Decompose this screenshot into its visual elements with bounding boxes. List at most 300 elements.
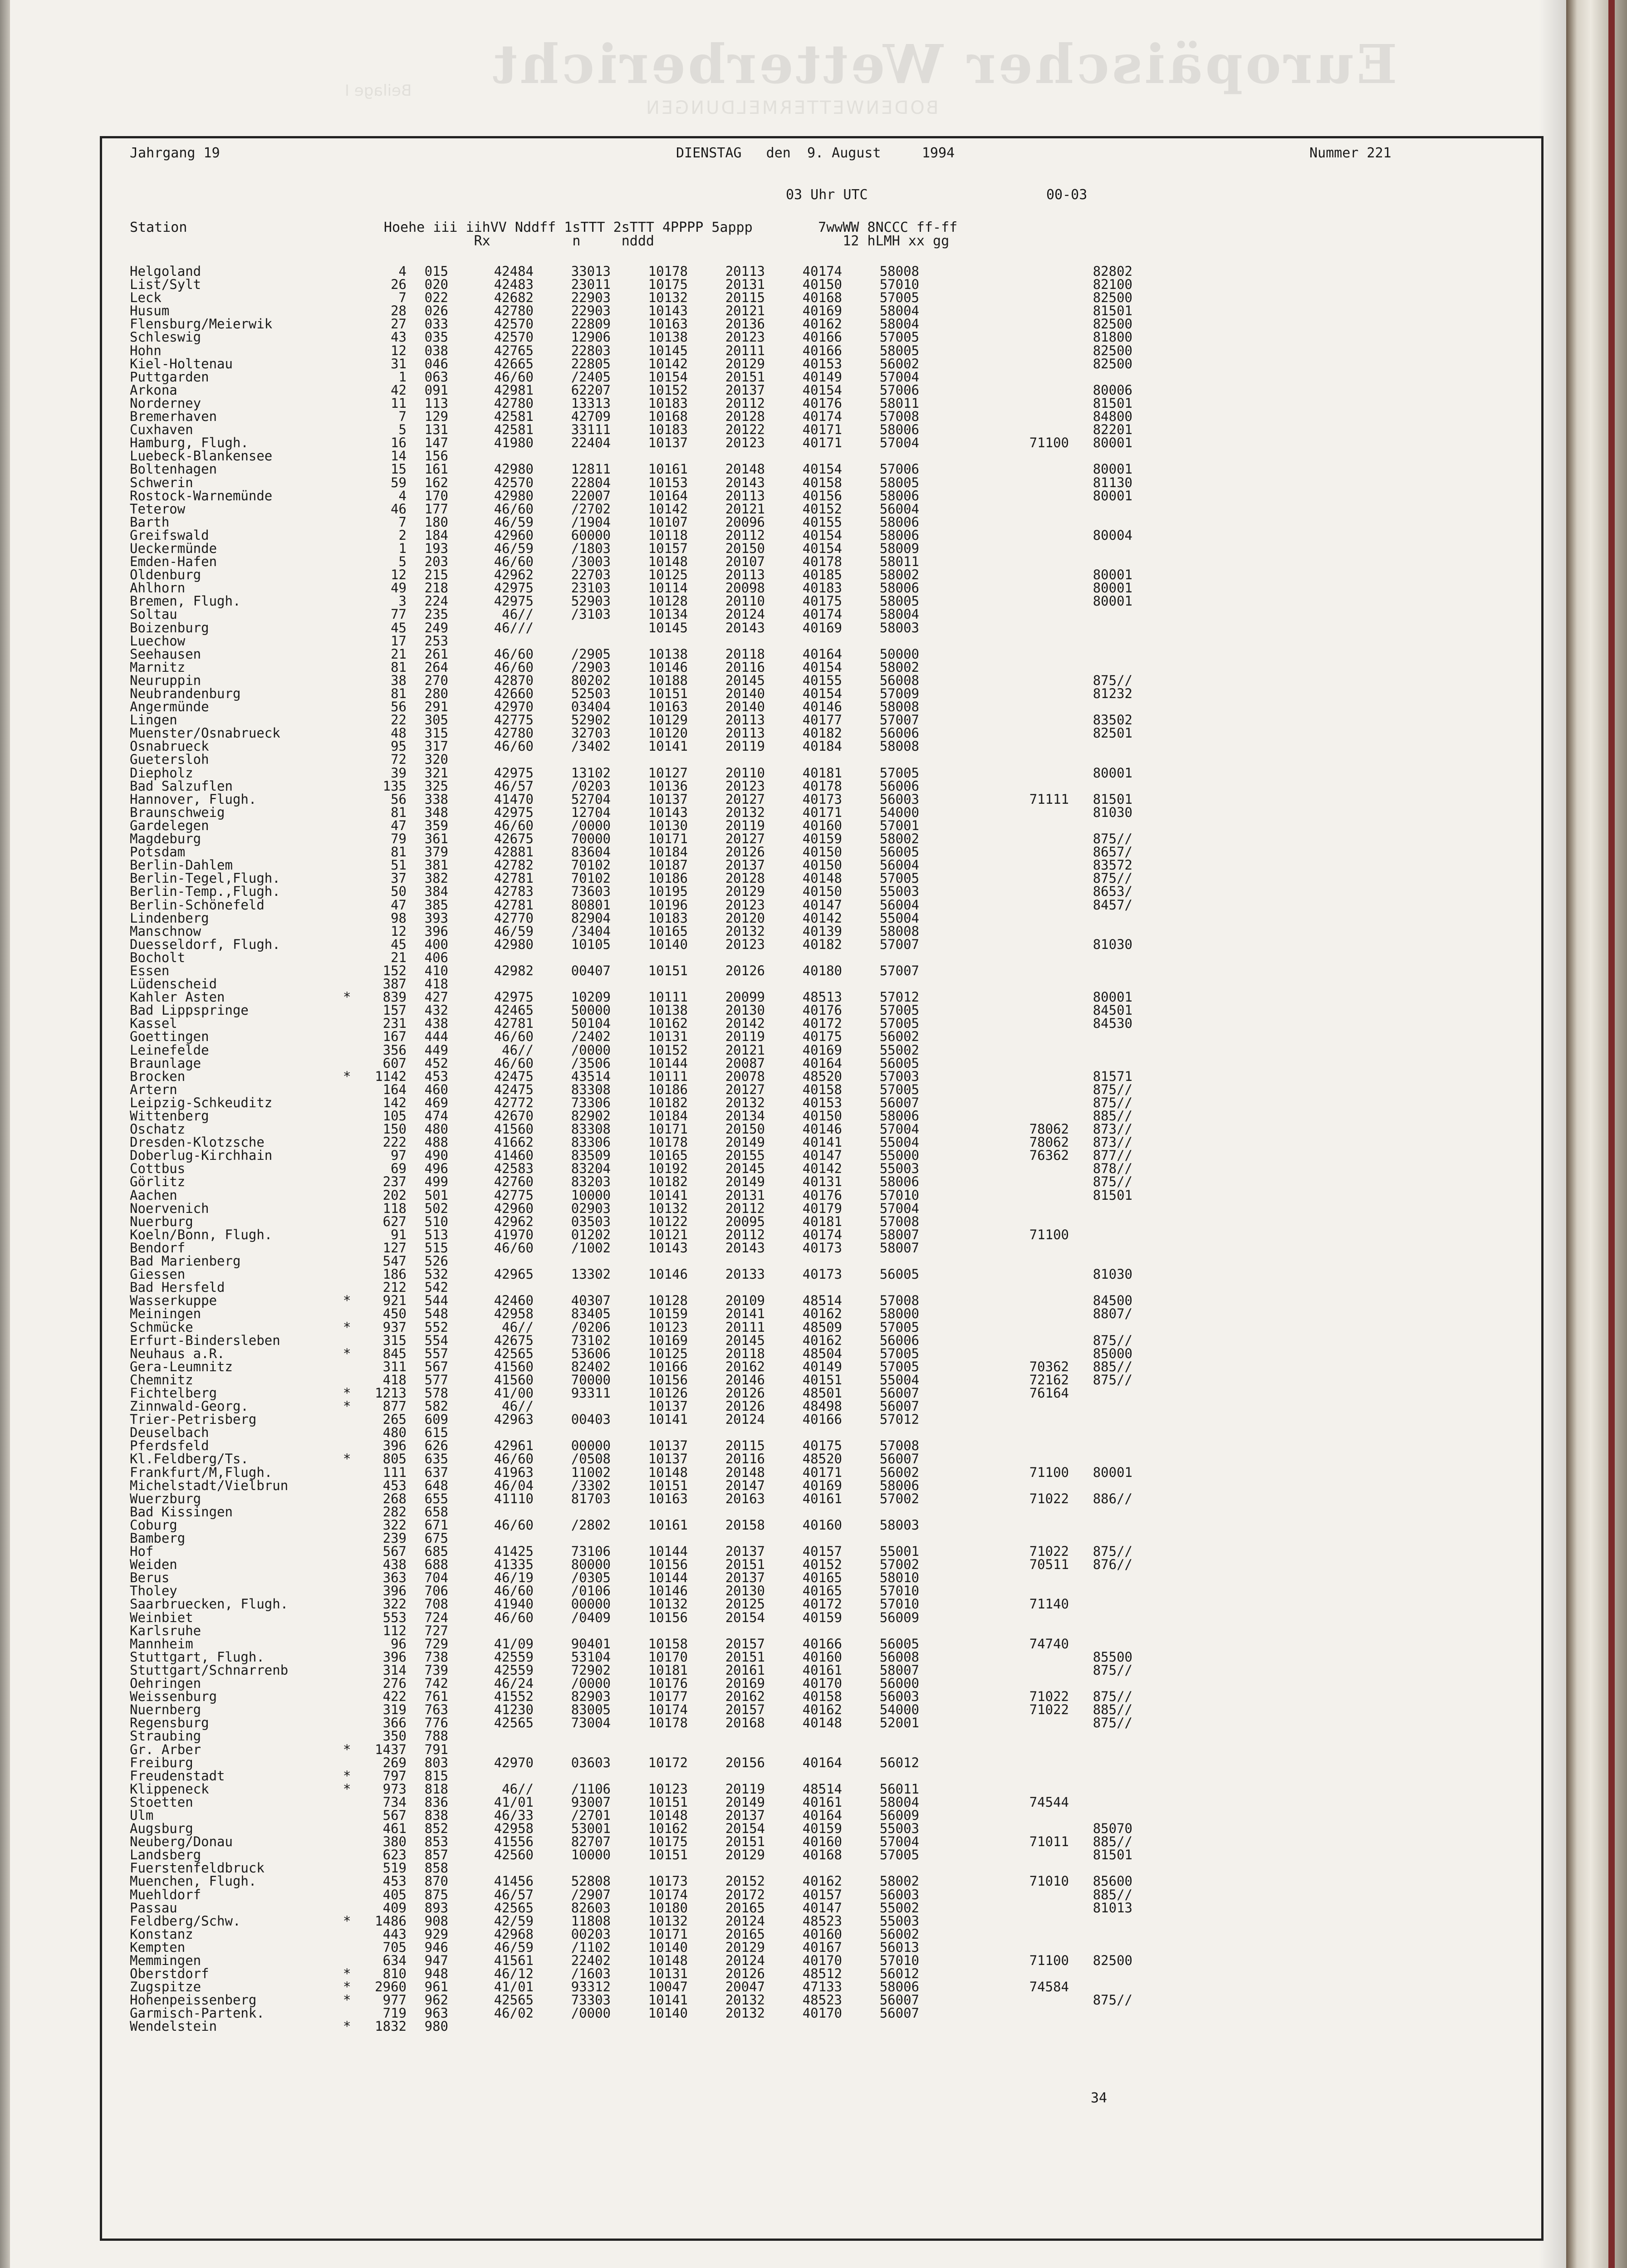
group-iihvv: 42675 bbox=[494, 831, 534, 847]
station-name: Berlin-Tegel,Flugh. bbox=[130, 870, 280, 886]
station-name: Stoetten bbox=[130, 1794, 193, 1810]
group-nddff: 81703 bbox=[571, 1491, 611, 1506]
group-5appp: 54000 bbox=[879, 1702, 919, 1718]
group-2sttt: 20112 bbox=[725, 395, 765, 411]
station-id: 063 bbox=[424, 369, 448, 385]
group-4pppp: 40149 bbox=[802, 369, 842, 385]
group-8nccc: 82201 bbox=[1093, 422, 1132, 438]
group-2sttt: 20155 bbox=[725, 1148, 765, 1163]
station-name: Kahler Asten bbox=[130, 989, 225, 1005]
table-row bbox=[130, 1848, 1132, 1862]
group-nddff: 00407 bbox=[571, 963, 611, 978]
group-2sttt: 20111 bbox=[725, 1319, 765, 1335]
table-row bbox=[130, 1426, 1132, 1439]
group-1sttt: 10141 bbox=[648, 1992, 688, 2008]
station-name: Zugspitze bbox=[130, 1979, 201, 1995]
station-height: 409 bbox=[382, 1900, 407, 1916]
station-name: Marnitz bbox=[130, 659, 186, 675]
group-7wwww: 74740 bbox=[1029, 1636, 1069, 1652]
station-id: 635 bbox=[424, 1451, 448, 1467]
station-height: 21 bbox=[391, 949, 407, 965]
group-4pppp: 40154 bbox=[802, 659, 842, 675]
station-id: 193 bbox=[424, 540, 448, 556]
group-4pppp: 40165 bbox=[802, 1570, 842, 1586]
station-id: 305 bbox=[424, 712, 448, 728]
station-height: 547 bbox=[382, 1253, 407, 1269]
group-2sttt: 20113 bbox=[725, 725, 765, 741]
table-row bbox=[130, 1466, 1132, 1479]
station-name: Bad Hersfeld bbox=[130, 1280, 225, 1295]
station-id: 359 bbox=[424, 817, 448, 833]
group-1sttt: 10183 bbox=[648, 422, 688, 438]
station-id: 131 bbox=[424, 422, 448, 438]
station-name: Feldberg/Schw. bbox=[130, 1913, 241, 1929]
scan-edge bbox=[0, 0, 10, 2268]
station-height: 79 bbox=[391, 831, 407, 847]
station-id: 532 bbox=[424, 1266, 448, 1282]
station-name: Brocken bbox=[130, 1068, 186, 1084]
group-iihvv: 42660 bbox=[494, 686, 534, 701]
table-row bbox=[130, 1228, 1132, 1242]
station-height: 450 bbox=[382, 1306, 407, 1322]
group-5appp: 55002 bbox=[879, 1042, 919, 1058]
group-iihvv: 41/09 bbox=[494, 1636, 534, 1652]
station-height: 22 bbox=[391, 712, 407, 728]
group-4pppp: 40173 bbox=[802, 791, 842, 807]
station-id: 742 bbox=[424, 1676, 448, 1691]
table-row bbox=[130, 555, 1132, 568]
station-id: 738 bbox=[424, 1649, 448, 1665]
station-id: 203 bbox=[424, 554, 448, 570]
group-iihvv: 46/60 bbox=[494, 1451, 534, 1467]
station-id: 947 bbox=[424, 1953, 448, 1968]
table-row bbox=[130, 1307, 1132, 1320]
group-1sttt: 10151 bbox=[648, 1847, 688, 1863]
group-8nccc: 80001 bbox=[1093, 567, 1132, 583]
station-height: 461 bbox=[382, 1821, 407, 1837]
table-row bbox=[130, 1136, 1132, 1149]
table-row bbox=[130, 595, 1132, 608]
group-8nccc: 83502 bbox=[1093, 712, 1132, 728]
group-nddff: 33013 bbox=[571, 264, 611, 279]
station-id: 815 bbox=[424, 1768, 448, 1784]
table-row bbox=[130, 1809, 1132, 1822]
group-iihvv: 41940 bbox=[494, 1596, 534, 1612]
station-name: Nuernberg bbox=[130, 1702, 201, 1718]
group-4pppp: 40141 bbox=[802, 1134, 842, 1150]
group-4pppp: 40156 bbox=[802, 488, 842, 503]
group-1sttt: 10118 bbox=[648, 527, 688, 543]
group-nddff: 83509 bbox=[571, 1148, 611, 1163]
station-name: Konstanz bbox=[130, 1926, 193, 1942]
group-4pppp: 40160 bbox=[802, 1834, 842, 1850]
group-5appp: 58011 bbox=[879, 554, 919, 570]
station-id: 675 bbox=[424, 1530, 448, 1546]
station-height: 311 bbox=[382, 1359, 407, 1374]
group-2sttt: 20107 bbox=[725, 554, 765, 570]
group-2sttt: 20131 bbox=[725, 277, 765, 293]
station-id: 338 bbox=[424, 791, 448, 807]
group-nddff: 22402 bbox=[571, 1953, 611, 1968]
station-id: 427 bbox=[424, 989, 448, 1005]
group-8nccc: 81501 bbox=[1093, 1187, 1132, 1203]
station-height: 396 bbox=[382, 1438, 407, 1454]
group-1sttt: 10143 bbox=[648, 804, 688, 820]
group-5appp: 58006 bbox=[879, 514, 919, 530]
station-height: 135 bbox=[382, 778, 407, 794]
station-name: Angermünde bbox=[130, 699, 209, 715]
group-4pppp: 40142 bbox=[802, 1161, 842, 1177]
group-2sttt: 20113 bbox=[725, 712, 765, 728]
table-row bbox=[130, 1268, 1132, 1281]
station-name: Giessen bbox=[130, 1266, 186, 1282]
group-4pppp: 40150 bbox=[802, 277, 842, 293]
table-row bbox=[130, 819, 1132, 832]
group-1sttt: 10122 bbox=[648, 1213, 688, 1229]
group-nddff: /1106 bbox=[571, 1781, 611, 1797]
group-4pppp: 40142 bbox=[802, 910, 842, 926]
group-8nccc: 875// bbox=[1093, 1715, 1132, 1731]
group-1sttt: 10181 bbox=[648, 1662, 688, 1678]
group-8nccc: 82500 bbox=[1093, 316, 1132, 332]
group-nddff: 33111 bbox=[571, 422, 611, 438]
station-name: Ulm bbox=[130, 1807, 154, 1823]
mountain-marker: * bbox=[343, 1913, 351, 1929]
station-name: Potsdam bbox=[130, 844, 186, 860]
station-id: 444 bbox=[424, 1029, 448, 1045]
group-4pppp: 40139 bbox=[802, 923, 842, 939]
group-iihvv: 41/01 bbox=[494, 1979, 534, 1995]
group-1sttt: 10128 bbox=[648, 593, 688, 609]
group-1sttt: 10138 bbox=[648, 646, 688, 662]
group-1sttt: 10131 bbox=[648, 1966, 688, 1982]
group-5appp: 57002 bbox=[879, 1557, 919, 1573]
group-nddff: 82402 bbox=[571, 1359, 611, 1374]
station-height: 12 bbox=[391, 567, 407, 583]
station-id: 637 bbox=[424, 1464, 448, 1480]
group-1sttt: 10175 bbox=[648, 277, 688, 293]
table-row bbox=[130, 476, 1132, 489]
station-name: Bremen, Flugh. bbox=[130, 593, 241, 609]
station-height: 937 bbox=[382, 1319, 407, 1335]
station-name: Schmücke bbox=[130, 1319, 193, 1335]
group-iihvv: 46// bbox=[502, 606, 534, 622]
table-row bbox=[130, 1611, 1132, 1624]
station-id: 177 bbox=[424, 501, 448, 517]
group-nddff: 42709 bbox=[571, 409, 611, 425]
group-1sttt: 10107 bbox=[648, 514, 688, 530]
group-nddff: 62207 bbox=[571, 382, 611, 398]
group-8nccc: 81501 bbox=[1093, 395, 1132, 411]
group-nddff: 22804 bbox=[571, 474, 611, 490]
group-5appp: 57007 bbox=[879, 712, 919, 728]
group-4pppp: 48512 bbox=[802, 1966, 842, 1982]
station-height: 95 bbox=[391, 738, 407, 754]
column-header-line2: Rx n nddd 12 hLMH xx gg bbox=[130, 233, 950, 249]
group-8nccc: 80001 bbox=[1093, 580, 1132, 596]
station-height: 112 bbox=[382, 1623, 407, 1638]
table-row bbox=[130, 1862, 1132, 1875]
station-name: Kiel-Holtenau bbox=[130, 356, 233, 371]
table-row bbox=[130, 1492, 1132, 1505]
station-id: 836 bbox=[424, 1794, 448, 1810]
group-1sttt: 10159 bbox=[648, 1306, 688, 1322]
group-1sttt: 10126 bbox=[648, 1385, 688, 1401]
station-height: 150 bbox=[382, 1121, 407, 1137]
station-height: 797 bbox=[382, 1768, 407, 1784]
group-iihvv: 46// bbox=[502, 1042, 534, 1058]
group-iihvv: 41460 bbox=[494, 1148, 534, 1163]
table-row bbox=[130, 1162, 1132, 1175]
group-5appp: 56012 bbox=[879, 1966, 919, 1982]
group-8nccc: 875// bbox=[1093, 1095, 1132, 1110]
table-row bbox=[130, 1413, 1132, 1426]
station-height: 212 bbox=[382, 1280, 407, 1295]
table-row bbox=[130, 1703, 1132, 1716]
group-2sttt: 20124 bbox=[725, 606, 765, 622]
group-5appp: 56005 bbox=[879, 1055, 919, 1071]
group-5appp: 56005 bbox=[879, 844, 919, 860]
station-height: 418 bbox=[382, 1372, 407, 1388]
station-name: Artern bbox=[130, 1081, 177, 1097]
group-7wwww: 78062 bbox=[1029, 1121, 1069, 1137]
table-row bbox=[130, 1954, 1132, 1967]
group-8nccc: 80001 bbox=[1093, 1464, 1132, 1480]
date-line: DIENSTAG den 9. August 1994 bbox=[676, 145, 955, 161]
group-2sttt: 20152 bbox=[725, 1873, 765, 1889]
table-row bbox=[130, 1875, 1132, 1888]
group-8nccc: 876// bbox=[1093, 1557, 1132, 1573]
station-name: Saarbruecken, Flugh. bbox=[130, 1596, 289, 1612]
station-name: Trier-Petrisberg bbox=[130, 1412, 257, 1427]
group-5appp: 56009 bbox=[879, 1609, 919, 1625]
group-2sttt: 20150 bbox=[725, 540, 765, 556]
group-4pppp: 40182 bbox=[802, 936, 842, 952]
group-5appp: 57005 bbox=[879, 290, 919, 306]
station-id: 739 bbox=[424, 1662, 448, 1678]
station-name: Bamberg bbox=[130, 1530, 186, 1546]
group-2sttt: 20162 bbox=[725, 1689, 765, 1705]
group-nddff: 83203 bbox=[571, 1174, 611, 1190]
group-2sttt: 20157 bbox=[725, 1702, 765, 1718]
table-row bbox=[130, 1769, 1132, 1783]
table-row bbox=[130, 793, 1132, 806]
group-2sttt: 20111 bbox=[725, 342, 765, 358]
group-nddff: 53606 bbox=[571, 1345, 611, 1361]
group-2sttt: 20151 bbox=[725, 1649, 765, 1665]
group-2sttt: 20132 bbox=[725, 2005, 765, 2021]
mountain-marker: * bbox=[343, 1768, 351, 1784]
group-5appp: 55000 bbox=[879, 1148, 919, 1163]
group-8nccc: 875// bbox=[1093, 1992, 1132, 2008]
station-id: 381 bbox=[424, 857, 448, 873]
station-height: 59 bbox=[391, 474, 407, 490]
group-2sttt: 20133 bbox=[725, 1266, 765, 1282]
group-5appp: 56002 bbox=[879, 356, 919, 371]
group-2sttt: 20165 bbox=[725, 1926, 765, 1942]
station-height: 366 bbox=[382, 1715, 407, 1731]
group-1sttt: 10174 bbox=[648, 1887, 688, 1902]
group-4pppp: 40150 bbox=[802, 1108, 842, 1124]
group-5appp: 57008 bbox=[879, 1438, 919, 1454]
group-iihvv: 41230 bbox=[494, 1702, 534, 1718]
group-7wwww: 76362 bbox=[1029, 1148, 1069, 1163]
group-4pppp: 40164 bbox=[802, 646, 842, 662]
group-2sttt: 20123 bbox=[725, 435, 765, 451]
station-height: 142 bbox=[382, 1095, 407, 1110]
group-4pppp: 40164 bbox=[802, 1755, 842, 1770]
group-8nccc: 875// bbox=[1093, 831, 1132, 847]
station-name: Kempten bbox=[130, 1939, 186, 1955]
group-2sttt: 20123 bbox=[725, 329, 765, 345]
bleed-through-beilage: Beilage I bbox=[345, 82, 412, 100]
table-row bbox=[130, 925, 1132, 938]
station-name: Leipzig-Schkeuditz bbox=[130, 1095, 273, 1110]
group-8nccc: 875// bbox=[1093, 1174, 1132, 1190]
group-nddff: 72902 bbox=[571, 1662, 611, 1678]
group-1sttt: 10148 bbox=[648, 554, 688, 570]
group-1sttt: 10121 bbox=[648, 1227, 688, 1242]
group-5appp: 56009 bbox=[879, 1807, 919, 1823]
group-4pppp: 40162 bbox=[802, 1332, 842, 1348]
group-7wwww: 71140 bbox=[1029, 1596, 1069, 1612]
station-name: Freudenstadt bbox=[130, 1768, 225, 1784]
group-iihvv: 42670 bbox=[494, 1108, 534, 1124]
group-1sttt: 10161 bbox=[648, 461, 688, 477]
group-5appp: 56002 bbox=[879, 1464, 919, 1480]
station-id: 215 bbox=[424, 567, 448, 583]
station-name: Hohn bbox=[130, 342, 162, 358]
group-2sttt: 20129 bbox=[725, 1939, 765, 1955]
station-id: 671 bbox=[424, 1517, 448, 1533]
station-height: 2960 bbox=[375, 1979, 407, 1995]
group-2sttt: 20172 bbox=[725, 1887, 765, 1902]
group-1sttt: 10170 bbox=[648, 1649, 688, 1665]
group-2sttt: 20128 bbox=[725, 870, 765, 886]
station-name: Goettingen bbox=[130, 1029, 209, 1045]
station-height: 269 bbox=[382, 1755, 407, 1770]
group-iihvv: 42675 bbox=[494, 1332, 534, 1348]
station-name: Frankfurt/M,Flugh. bbox=[130, 1464, 273, 1480]
group-2sttt: 20130 bbox=[725, 1002, 765, 1018]
station-name: Freiburg bbox=[130, 1755, 193, 1770]
group-1sttt: 10138 bbox=[648, 329, 688, 345]
group-2sttt: 20140 bbox=[725, 686, 765, 701]
group-5appp: 56006 bbox=[879, 1332, 919, 1348]
group-iihvv: 46/60 bbox=[494, 738, 534, 754]
station-id: 264 bbox=[424, 659, 448, 675]
group-nddff: 93311 bbox=[571, 1385, 611, 1401]
group-iihvv: 46/60 bbox=[494, 1517, 534, 1533]
group-1sttt: 10128 bbox=[648, 1293, 688, 1309]
group-iihvv: 42780 bbox=[494, 303, 534, 319]
group-nddff: 22903 bbox=[571, 303, 611, 319]
table-row bbox=[130, 753, 1132, 766]
station-name: Chemnitz bbox=[130, 1372, 193, 1388]
group-1sttt: 10142 bbox=[648, 356, 688, 371]
group-4pppp: 40170 bbox=[802, 2005, 842, 2021]
station-height: 1213 bbox=[375, 1385, 407, 1401]
group-8nccc: 80004 bbox=[1093, 527, 1132, 543]
group-4pppp: 40162 bbox=[802, 1306, 842, 1322]
group-5appp: 50000 bbox=[879, 646, 919, 662]
group-iihvv: 46/60 bbox=[494, 817, 534, 833]
table-row bbox=[130, 423, 1132, 436]
station-id: 761 bbox=[424, 1689, 448, 1705]
group-4pppp: 40165 bbox=[802, 1583, 842, 1599]
station-name: Mannheim bbox=[130, 1636, 193, 1652]
station-id: 557 bbox=[424, 1345, 448, 1361]
station-height: 56 bbox=[391, 791, 407, 807]
group-1sttt: 10184 bbox=[648, 1108, 688, 1124]
group-5appp: 55002 bbox=[879, 1900, 919, 1916]
station-name: Boizenburg bbox=[130, 620, 209, 635]
station-name: Arkona bbox=[130, 382, 177, 398]
station-height: 37 bbox=[391, 870, 407, 886]
station-height: 12 bbox=[391, 342, 407, 358]
station-height: 1142 bbox=[375, 1068, 407, 1084]
group-1sttt: 10114 bbox=[648, 580, 688, 596]
group-4pppp: 40152 bbox=[802, 1557, 842, 1573]
group-iihvv: 46/57 bbox=[494, 1887, 534, 1902]
group-4pppp: 40148 bbox=[802, 1715, 842, 1731]
group-4pppp: 40171 bbox=[802, 422, 842, 438]
group-8nccc: 82802 bbox=[1093, 264, 1132, 279]
group-2sttt: 20129 bbox=[725, 884, 765, 899]
group-7wwww: 71022 bbox=[1029, 1544, 1069, 1559]
group-4pppp: 40160 bbox=[802, 1649, 842, 1665]
group-iihvv: 42980 bbox=[494, 936, 534, 952]
station-height: 734 bbox=[382, 1794, 407, 1810]
station-height: 81 bbox=[391, 804, 407, 820]
station-name: Flensburg/Meierwik bbox=[130, 316, 273, 332]
station-name: Noervenich bbox=[130, 1200, 209, 1216]
group-4pppp: 40174 bbox=[802, 1227, 842, 1242]
group-5appp: 54000 bbox=[879, 804, 919, 820]
station-height: 152 bbox=[382, 963, 407, 978]
group-nddff: 11002 bbox=[571, 1464, 611, 1480]
group-nddff: 83204 bbox=[571, 1161, 611, 1177]
group-1sttt: 10127 bbox=[648, 765, 688, 781]
station-height: 276 bbox=[382, 1676, 407, 1691]
group-7wwww: 71100 bbox=[1029, 1227, 1069, 1242]
group-8nccc: 80001 bbox=[1093, 488, 1132, 503]
group-1sttt: 10137 bbox=[648, 435, 688, 451]
group-1sttt: 10151 bbox=[648, 1477, 688, 1493]
station-name: Wendelstein bbox=[130, 2019, 217, 2034]
station-id: 963 bbox=[424, 2005, 448, 2021]
group-nddff: 00403 bbox=[571, 1412, 611, 1427]
station-id: 393 bbox=[424, 910, 448, 926]
table-row bbox=[130, 978, 1132, 991]
station-name: Lüdenscheid bbox=[130, 976, 217, 992]
station-id: 609 bbox=[424, 1412, 448, 1427]
group-7wwww: 74584 bbox=[1029, 1979, 1069, 1995]
station-height: 519 bbox=[382, 1860, 407, 1876]
station-height: 202 bbox=[382, 1187, 407, 1203]
station-id: 490 bbox=[424, 1148, 448, 1163]
station-height: 45 bbox=[391, 620, 407, 635]
station-height: 7 bbox=[398, 409, 407, 425]
station-name: Fichtelberg bbox=[130, 1385, 217, 1401]
table-row bbox=[130, 1730, 1132, 1743]
group-4pppp: 40171 bbox=[802, 435, 842, 451]
station-id: 480 bbox=[424, 1121, 448, 1137]
group-iihvv: 42975 bbox=[494, 765, 534, 781]
station-height: 438 bbox=[382, 1557, 407, 1573]
group-7wwww: 71100 bbox=[1029, 1953, 1069, 1968]
group-2sttt: 20119 bbox=[725, 1029, 765, 1045]
